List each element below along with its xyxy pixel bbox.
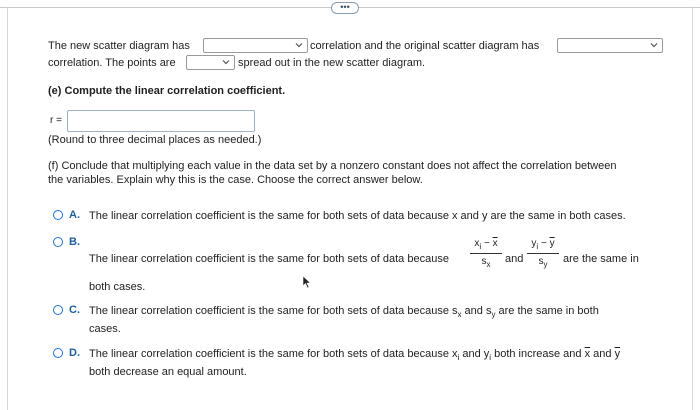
frac1-num: x [474,238,480,249]
correlation-original-dropdown[interactable] [557,38,663,53]
frac2-den: s [538,256,544,267]
option-c-text[interactable]: The linear correlation coefficient is the same for both sets of data because $s_x$ and $s_y$ are the same in both [89,305,599,319]
sentence-part-2: correlation and the original scatter diagram has [310,40,540,52]
option-a-radio[interactable] [53,210,63,220]
option-a-text[interactable]: The linear correlation coefficient is the same for both sets of data because x and y are the same in both cases. [89,210,626,222]
part-f-line-2: the variables. Explain why this is the case. Choose the correct answer below. [48,174,423,186]
option-b-text-after: are the same in [563,253,639,265]
spread-dropdown[interactable] [186,55,235,70]
option-b-and: and [505,253,524,265]
option-c-text-1: The linear correlation coefficient is the same for both sets of data because s [89,305,458,317]
fraction-y-deviation: $y_i - \overline{y}$ $s_y$ [527,238,559,269]
r-value-input[interactable] [67,110,255,132]
option-b-text[interactable]: The linear correlation coefficient is the same for both sets of data because [89,253,449,265]
option-c-text-line-2: cases. [89,323,121,335]
mouse-cursor-icon [302,275,312,289]
option-b-radio[interactable] [53,237,63,247]
frac1-den: s [481,256,487,267]
sentence-part-4: spread out in the new scatter diagram. [238,57,426,69]
sentence-part-1: The new scatter diagram has [48,40,190,52]
option-c-letter: C. [69,304,80,316]
option-d-text-1: The linear correlation coefficient is the same for both sets of data because x [89,348,458,360]
option-c-radio[interactable] [53,305,63,315]
chevron-down-icon [222,58,230,66]
part-f-line-1: (f) Conclude that multiplying each value in the data set by a nonzero constant does not affect the correlation between [48,160,617,172]
fraction-x-deviation: $x_i - \overline{x}$ $s_x$ [470,238,502,269]
option-b-letter: B. [69,236,80,248]
chevron-down-icon [650,41,658,49]
rounding-note: (Round to three decimal places as needed.) [48,134,262,146]
part-e-heading: (e) Compute the linear correlation coefficient. [48,85,286,97]
option-b-text-line-2: both cases. [89,281,146,293]
chevron-down-icon [295,41,303,49]
r-label: r = [50,115,62,126]
frac2-num: y [531,238,537,249]
option-d-letter: D. [69,347,80,359]
option-d-text-line-2: both decrease an equal amount. [89,366,247,378]
correlation-new-dropdown[interactable] [203,38,308,53]
option-d-text[interactable]: The linear correlation coefficient is the same for both sets of data because $x_i$ and $y_i$ both increase and $\overline{x}$ and $\overline{y}$ [89,348,621,362]
option-d-radio[interactable] [53,348,63,358]
sentence-part-3: correlation. The points are [48,57,176,69]
content-left-border [7,7,8,410]
option-a-letter: A. [69,209,80,221]
content-right-border [692,7,693,410]
more-options-button[interactable]: ••• [331,2,359,14]
